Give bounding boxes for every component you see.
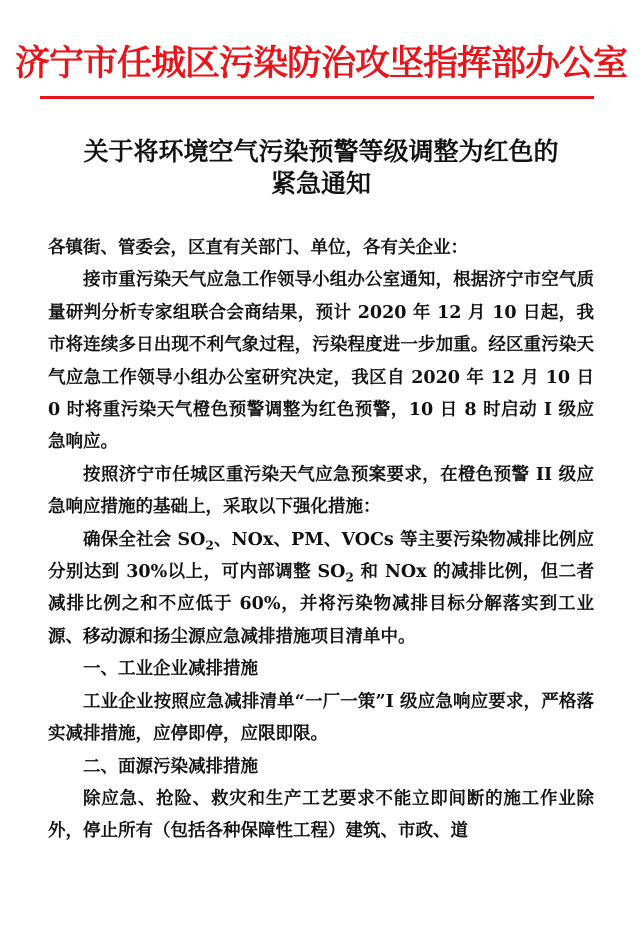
document-body (48, 232, 594, 848)
text-segment: 、NOx、PM、VOCs 等主要污染物减排比例应分别达到 30%以上，可内部调整 SO (48, 529, 594, 583)
paragraph-notice: 接市重污染天气应急工作领导小组办公室通知，根据济宁市空气质量研判分析专家组联合会商结果，预计 2020 年 12 月 10 日起，我市将连续多日出现不利气象过程，污染程度进一步加重。经区重污染天气应急工作领导小组办公室研究决定，我区自 2020 年 12 月 10 日 0 时将重污染天气橙色预警调整为红色预警，10 日 8 时启动 I 级应急响应。 (48, 270, 594, 453)
text-segment: 确保全社会 SO (83, 529, 206, 550)
text-segment: 和 NOx 的减排比例，但二者减排比例之和不应低于 60%，并将污染物减排目标分解落实到工业源、移动源和扬尘源应急减排措施项目清单中。 (48, 562, 594, 647)
section-text-industrial: 工业企业按照应急减排清单“一厂一策”I 级应急响应要求，严格落实减排措施，应停即停，应限即限。 (48, 691, 594, 745)
section-heading-area-source: 二、面源污染减排措施 (83, 756, 258, 777)
section-text-area-source: 除应急、抢险、救灾和生产工艺要求不能立即间断的施工作业除外，停止所有（包括各种保障性工程）建筑、市政、道 (48, 788, 594, 842)
paragraph-requirements: 按照济宁市任城区重污染天气应急预案要求，在橙色预警 II 级应急响应措施的基础上，采取以下强化措施： (48, 464, 594, 518)
title-line-2: 紧急通知 (270, 169, 371, 198)
salutation: 各镇街、管委会，区直有关部门、单位，各有关企业： (48, 238, 468, 258)
title-line-1: 关于将环境空气污染预警等级调整为红色的 (83, 137, 559, 166)
paragraph-reduction-targets (48, 524, 594, 654)
subscript: 2 (205, 537, 214, 553)
header-red-rule (40, 96, 594, 99)
subscript: 2 (345, 569, 354, 585)
issuing-office-header: 济宁市任城区污染防治攻坚指挥部办公室 (14, 43, 627, 84)
section-heading-industrial: 一、工业企业减排措施 (83, 659, 258, 680)
document-title (0, 136, 642, 200)
